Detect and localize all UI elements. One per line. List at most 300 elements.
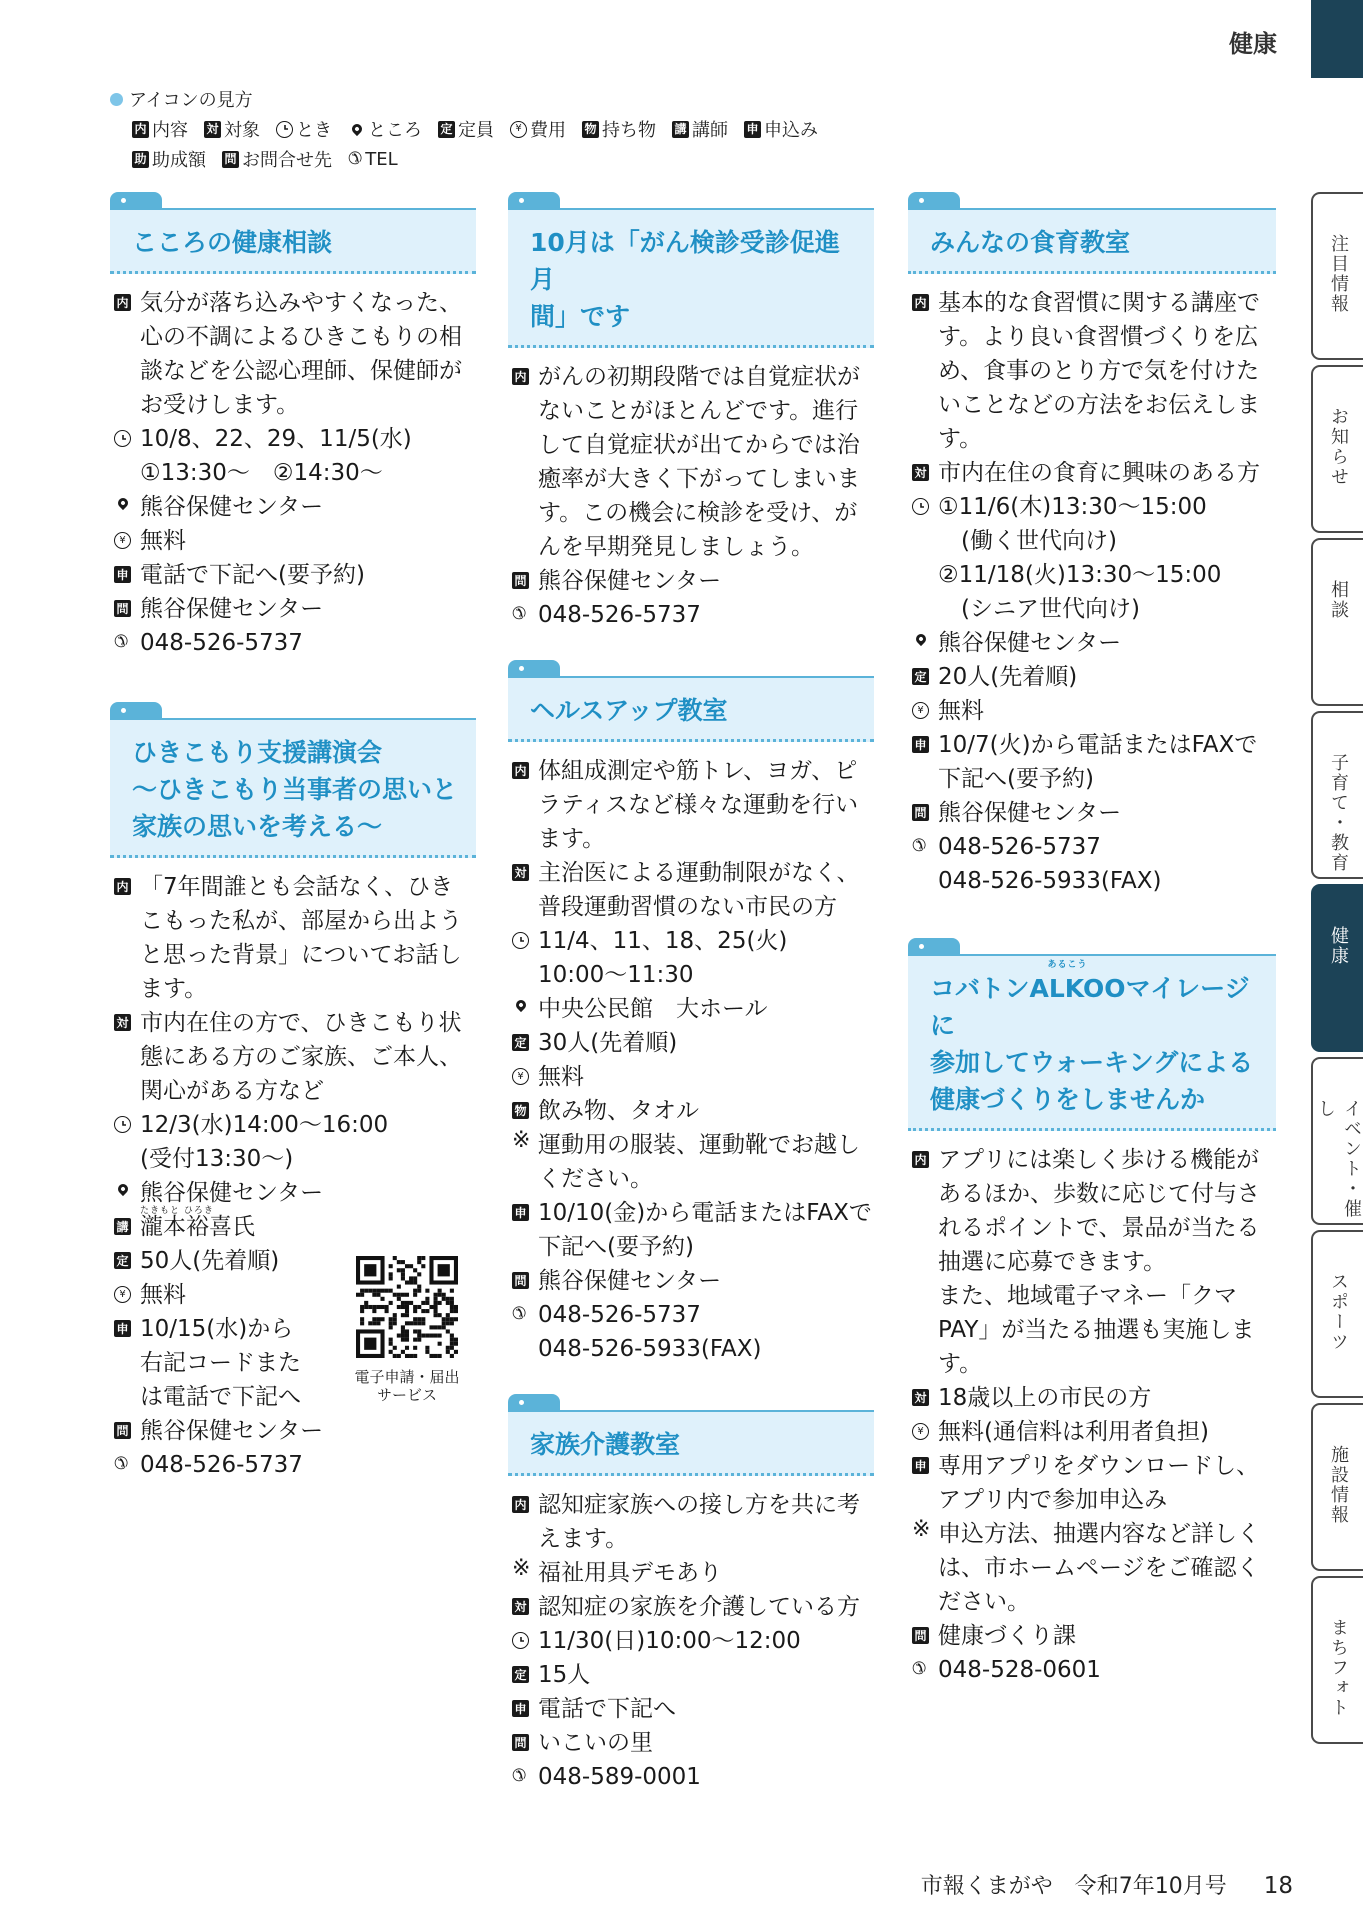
item-mark [114, 1312, 140, 1414]
badge-内-icon: 内 [114, 878, 131, 895]
info-card [908, 208, 1276, 898]
legend-item [132, 146, 206, 172]
item-line: 10/7(火)から電話またはFAXで下記へ(要予約) [938, 732, 1258, 792]
item-text [938, 1143, 1276, 1381]
card-title-line: ～ひきこもり当事者の思いと [132, 775, 458, 804]
card-title [530, 692, 860, 729]
card-title-line: ひきこもり支援講演会 [132, 738, 383, 767]
item-line: 無料 [538, 1064, 584, 1090]
card-item [912, 728, 1276, 796]
ruby-reading: あるこう [1047, 960, 1088, 970]
badge-内-icon: 内 [912, 294, 929, 311]
page-category-heading: 健康 [1229, 30, 1277, 58]
item-mark [512, 564, 538, 598]
card-title [530, 1426, 860, 1463]
item-mark [912, 456, 938, 490]
item-line [140, 1206, 476, 1244]
legend-item [744, 116, 818, 142]
item-line: は電話で下記へ [140, 1384, 301, 1410]
item-text [538, 992, 874, 1026]
ruby-text: ALKOO あるこう [1029, 960, 1126, 1003]
card-header [508, 208, 874, 348]
card-header [908, 954, 1276, 1131]
item-text [140, 1108, 476, 1176]
card-item [912, 1449, 1276, 1517]
item-mark [512, 1556, 538, 1590]
item-mark [512, 1488, 538, 1556]
card-header [110, 208, 476, 274]
card-item [912, 626, 1276, 660]
item-text [938, 728, 1276, 796]
item-line: 20人(先着順) [938, 664, 1078, 690]
side-tab[interactable] [1311, 538, 1363, 706]
badge-助-icon: 助 [132, 151, 149, 168]
item-line: 電話で下記へ(要予約) [140, 562, 365, 588]
legend-item [582, 116, 656, 142]
item-text [938, 1415, 1276, 1449]
item-line: 無料 [938, 698, 984, 724]
info-card [508, 676, 874, 1366]
card-item [512, 1658, 874, 1692]
card-item [912, 660, 1276, 694]
item-line: 15人 [538, 1662, 591, 1688]
item-text [538, 1726, 874, 1760]
legend-title: アイコンの見方 [129, 90, 253, 111]
phone-icon: ✆ [114, 632, 129, 652]
side-tab-label: イベント・催し [1315, 1099, 1362, 1219]
card-header-rule [110, 718, 476, 720]
card-item [114, 1206, 476, 1244]
item-text [538, 1060, 874, 1094]
item-text [140, 626, 476, 660]
item-mark [512, 1726, 538, 1760]
item-line: 認知症の家族を介護している方 [538, 1594, 860, 1620]
item-text [538, 1658, 874, 1692]
card-item [912, 830, 1276, 898]
card-title-line: 参加してウォーキングによる [930, 1048, 1254, 1077]
item-text [538, 1298, 874, 1366]
card-item [912, 1381, 1276, 1415]
card-header-rule [908, 954, 1276, 956]
legend-items [132, 116, 852, 172]
card-item [512, 992, 874, 1026]
clock-icon [912, 498, 929, 515]
item-mark [512, 992, 538, 1026]
card-item [114, 524, 476, 558]
item-text [938, 694, 1276, 728]
card-item [114, 1448, 476, 1482]
side-tab-label: 注目情報 [1328, 234, 1349, 314]
card-title [930, 960, 1262, 1118]
side-tab-label: 健康 [1328, 926, 1349, 966]
card-item [512, 856, 874, 924]
item-line: 12/3(水)14:00～16:00 [140, 1112, 389, 1138]
item-mark [512, 1094, 538, 1128]
badge-申-icon: 申 [512, 1700, 529, 1717]
item-mark [912, 796, 938, 830]
card-title-line: 健康づくりをしませんか [930, 1085, 1206, 1114]
item-line: ①13:30～ ②14:30～ [140, 460, 383, 486]
item-line: 福祉用具デモあり [538, 1560, 722, 1586]
yen-icon: ¥ [912, 702, 929, 719]
card-header-rule [508, 676, 874, 678]
item-line: 専用アプリをダウンロードし、アプリ内で参加申込み [938, 1453, 1260, 1513]
card-items [908, 274, 1276, 898]
item-text [538, 1556, 874, 1590]
badge-申-icon: 申 [114, 566, 131, 583]
item-text [538, 1692, 874, 1726]
item-line: ①11/6(木)13:30～15:00 [938, 494, 1207, 520]
legend-label: 申込み [764, 120, 818, 141]
card-item [912, 456, 1276, 490]
item-mark [114, 286, 140, 422]
badge-対-icon: 対 [912, 1389, 929, 1406]
legend-label: TEL [365, 148, 398, 170]
card-item [114, 626, 476, 660]
badge-物-icon: 物 [582, 121, 599, 138]
bullet-dot-icon [110, 93, 123, 106]
card-header [508, 676, 874, 742]
item-mark [912, 694, 938, 728]
item-text [538, 1624, 874, 1658]
clock-icon [114, 430, 131, 447]
phone-icon: ✆ [912, 836, 927, 856]
yen-icon: ¥ [912, 1423, 929, 1440]
item-line: 市内在住の食育に興味のある方 [938, 460, 1260, 486]
card-header-rule [110, 208, 476, 210]
item-line: 30人(先着順) [538, 1030, 678, 1056]
card-item [912, 286, 1276, 456]
card-items [508, 742, 874, 1366]
item-line: 048-526-5933(FAX) [938, 868, 1162, 894]
card-title-line: 家族介護教室 [530, 1430, 681, 1459]
legend-label: とき [296, 120, 332, 141]
card-item [114, 490, 476, 524]
item-line: 11/30(日)10:00～12:00 [538, 1628, 801, 1654]
item-mark [912, 830, 938, 898]
item-mark [512, 754, 538, 856]
item-mark [512, 1692, 538, 1726]
item-line: 申込方法、抽選内容など詳しくは、市ホームページをご確認ください。 [938, 1521, 1260, 1615]
side-tab[interactable] [1311, 1230, 1363, 1398]
card-title [930, 224, 1262, 261]
item-text [140, 1448, 476, 1482]
card-title [530, 224, 860, 335]
clock-icon [114, 1116, 131, 1133]
yen-icon: ¥ [114, 1286, 131, 1303]
item-mark [114, 1176, 140, 1210]
qr-code-block [337, 1256, 477, 1404]
page-footer [921, 1869, 1293, 1900]
legend-item [132, 116, 188, 142]
item-text [140, 592, 476, 626]
badge-申-icon: 申 [512, 1204, 529, 1221]
item-mark [912, 286, 938, 456]
card-item [114, 1414, 476, 1448]
page-number: 18 [1263, 1873, 1293, 1899]
phone-icon: ✆ [348, 148, 363, 169]
card-item [912, 694, 1276, 728]
side-tab-label: 施設情報 [1328, 1445, 1349, 1525]
section-side-tabs [1311, 192, 1363, 1749]
legend-item [348, 146, 398, 172]
item-mark [512, 924, 538, 992]
location-pin-icon [350, 122, 364, 136]
card-items [110, 274, 476, 660]
item-mark [512, 856, 538, 924]
legend-label: 定員 [458, 120, 494, 141]
item-line: 熊谷保健センター [140, 1418, 324, 1444]
card-items [508, 348, 874, 632]
side-tab[interactable] [1311, 192, 1363, 360]
item-text [538, 598, 874, 632]
card-item [912, 1415, 1276, 1449]
badge-物-icon: 物 [512, 1102, 529, 1119]
phone-icon: ✆ [512, 1304, 527, 1324]
item-line: (シニア世代向け) [938, 596, 1140, 622]
item-text [938, 1653, 1276, 1687]
card-title-line: 間」です [530, 302, 631, 331]
item-line: 気分が落ち込みやすくなった、心の不調によるひきこもりの相談などを公認心理師、保健師がお受けします。 [140, 290, 462, 418]
side-tab[interactable] [1311, 365, 1363, 533]
badge-申-icon: 申 [912, 736, 929, 753]
item-text [538, 924, 874, 992]
item-line: また、地域電子マネー「クマPAY」が当たる抽選も実施します。 [938, 1283, 1255, 1377]
item-mark [512, 1590, 538, 1624]
card-item [512, 1298, 874, 1366]
card-item [114, 1108, 476, 1176]
item-text [538, 1264, 874, 1298]
side-tab-label: お知らせ [1328, 407, 1349, 487]
item-mark [512, 1760, 538, 1794]
qr-code-image[interactable] [356, 1256, 458, 1358]
card-item [912, 1143, 1276, 1381]
card-title-line: 家族の思いを考える～ [132, 812, 383, 841]
item-text [140, 870, 476, 1006]
legend-label: ところ [368, 120, 422, 141]
item-line: ②11/18(火)13:30～15:00 [938, 562, 1222, 588]
item-text [938, 626, 1276, 660]
item-line: 市内在住の方で、ひきこもり状態にある方のご家族、ご本人、関心がある方など [140, 1010, 462, 1104]
badge-問-icon: 問 [912, 1627, 929, 1644]
side-tab[interactable] [1311, 884, 1363, 1052]
item-text [938, 1449, 1276, 1517]
badge-申-icon: 申 [744, 121, 761, 138]
item-line: 18歳以上の市民の方 [938, 1385, 1152, 1411]
card-item [512, 598, 874, 632]
card-item [912, 796, 1276, 830]
item-mark [114, 1278, 140, 1312]
item-mark [912, 1415, 938, 1449]
item-text [538, 1026, 874, 1060]
side-tab[interactable] [1311, 1576, 1363, 1744]
item-text [140, 422, 476, 490]
badge-問-icon: 問 [512, 1272, 529, 1289]
item-line: 熊谷保健センター [140, 596, 324, 622]
item-mark [512, 1658, 538, 1692]
item-line: 熊谷保健センター [938, 800, 1122, 826]
side-tab-label: スポーツ [1328, 1272, 1349, 1352]
item-line: 無料 [140, 1282, 186, 1308]
info-card [508, 1410, 874, 1794]
item-mark [912, 1653, 938, 1687]
legend-label: 費用 [530, 120, 566, 141]
card-title [132, 224, 462, 261]
clock-icon [512, 1632, 529, 1649]
item-line: 中央公民館 大ホール [538, 996, 768, 1022]
badge-問-icon: 問 [512, 1734, 529, 1751]
info-card [110, 208, 476, 660]
item-mark [512, 1060, 538, 1094]
badge-問-icon: 問 [912, 804, 929, 821]
item-text [938, 1381, 1276, 1415]
badge-問-icon: 問 [114, 1422, 131, 1439]
card-item [512, 1026, 874, 1060]
item-line: いこいの里 [538, 1730, 653, 1756]
publication-name: 市報くまがや 令和7年10月号 [920, 1874, 1227, 1899]
badge-問-icon: 問 [222, 151, 239, 168]
item-text [140, 286, 476, 422]
item-mark [114, 626, 140, 660]
card-header [508, 1410, 874, 1476]
item-mark [512, 1128, 538, 1196]
item-line: 体組成測定や筋トレ、ヨガ、ピラティスなど様々な運動を行います。 [538, 758, 859, 852]
item-mark [512, 1298, 538, 1366]
card-title-line: 10月は「がん検診受診促進月 [530, 228, 840, 294]
badge-内-icon: 内 [132, 121, 149, 138]
card-item [512, 1264, 874, 1298]
legend-item [672, 116, 728, 142]
item-text [538, 1760, 874, 1794]
item-mark [114, 1414, 140, 1448]
item-line: (受付13:30～) [140, 1146, 294, 1172]
item-text [938, 830, 1276, 898]
item-mark [512, 360, 538, 564]
item-line: 電話で下記へ [538, 1696, 676, 1722]
item-text [938, 490, 1276, 626]
card-item [512, 1624, 874, 1658]
item-line: がんの初期段階では自覚症状がないことがほとんどです。進行して自覚症状が出てからでは治癒率が大きく下がってしまいます。この機会に検診を受け、がんを早期発見しましょう。 [538, 364, 860, 560]
item-line: 基本的な食習慣に関する講座です。より良い食習慣づくりを広め、食事のとり方で気を付けたいことなどの方法をお伝えします。 [938, 290, 1260, 452]
badge-講-icon: 講 [114, 1218, 131, 1235]
item-line: 右記コードまた [140, 1350, 301, 1376]
item-line: 無料(通信料は利用者負担) [938, 1419, 1209, 1445]
side-tab[interactable] [1311, 1057, 1363, 1225]
card-header-rule [508, 1410, 874, 1412]
badge-定-icon: 定 [114, 1252, 131, 1269]
item-mark [912, 660, 938, 694]
card-item [114, 870, 476, 1006]
badge-内-icon: 内 [912, 1151, 929, 1168]
item-text [140, 558, 476, 592]
badge-内-icon: 内 [114, 294, 131, 311]
item-text [538, 564, 874, 598]
location-pin-icon [116, 496, 130, 510]
badge-講-icon: 講 [672, 121, 689, 138]
card-item [512, 360, 874, 564]
item-line: 10:00～11:30 [538, 962, 694, 988]
info-card [508, 208, 874, 632]
card-title-line: ヘルスアップ教室 [530, 696, 728, 725]
phone-icon: ✆ [512, 1766, 527, 1786]
phone-icon: ✆ [512, 604, 527, 624]
legend-label: 内容 [152, 120, 188, 141]
category-color-bar [1311, 0, 1363, 78]
item-mark [912, 1619, 938, 1653]
item-mark [912, 728, 938, 796]
icon-legend [110, 86, 852, 172]
item-text [538, 1128, 874, 1196]
badge-内-icon: 内 [512, 762, 529, 779]
badge-対-icon: 対 [114, 1014, 131, 1031]
card-item [114, 1006, 476, 1108]
item-text [938, 660, 1276, 694]
ruby-reading: たきもと ひろき [140, 1206, 214, 1216]
side-tab-label: まちフォト [1328, 1618, 1349, 1718]
item-text [538, 856, 874, 924]
badge-申-icon: 申 [912, 1457, 929, 1474]
item-text [140, 1006, 476, 1108]
card-item [512, 1488, 874, 1556]
item-text [538, 754, 874, 856]
item-mark [114, 1006, 140, 1108]
side-tab[interactable] [1311, 1403, 1363, 1571]
item-line: 「7年間誰とも会話なく、ひきこもった私が、部屋から出ようと思った背景」についてお話します。 [140, 874, 462, 1002]
item-text [140, 1176, 476, 1210]
legend-item [222, 146, 332, 172]
item-mark [912, 626, 938, 660]
item-text [538, 1590, 874, 1624]
item-line: 048-589-0001 [538, 1764, 701, 1790]
card-item [912, 490, 1276, 626]
item-line: 認知症家族への接し方を共に考えます。 [538, 1492, 860, 1552]
item-mark [114, 1210, 140, 1244]
card-header-rule [908, 208, 1276, 210]
item-mark [512, 1196, 538, 1264]
card-item [512, 1760, 874, 1794]
card-item [114, 1176, 476, 1210]
badge-定-icon: 定 [912, 668, 929, 685]
badge-対-icon: 対 [512, 864, 529, 881]
item-line: 048-526-5933(FAX) [538, 1336, 762, 1362]
card-title [132, 734, 462, 845]
item-text [140, 1414, 476, 1448]
card-item [512, 924, 874, 992]
card-item [912, 1653, 1276, 1687]
item-line: 熊谷保健センター [938, 630, 1122, 656]
card-item [512, 1094, 874, 1128]
item-mark [114, 1244, 140, 1278]
qr-caption: 電子申請・届出 サービス [354, 1368, 460, 1404]
side-tab[interactable] [1311, 711, 1363, 879]
card-item [912, 1619, 1276, 1653]
card-item [512, 1726, 874, 1760]
item-line: 飲み物、タオル [538, 1098, 699, 1124]
item-text [938, 1517, 1276, 1619]
item-line: 048-526-5737 [538, 602, 701, 628]
info-card [908, 954, 1276, 1687]
legend-label: 対象 [224, 120, 260, 141]
badge-定-icon: 定 [512, 1034, 529, 1051]
item-mark [114, 490, 140, 524]
clock-icon [276, 121, 293, 138]
side-tab-label: 相談 [1328, 580, 1349, 620]
card-header-rule [508, 208, 874, 210]
item-text [538, 1196, 874, 1264]
card-title-line: こころの健康相談 [132, 228, 333, 257]
card-item [512, 564, 874, 598]
column-right [908, 192, 1276, 1687]
